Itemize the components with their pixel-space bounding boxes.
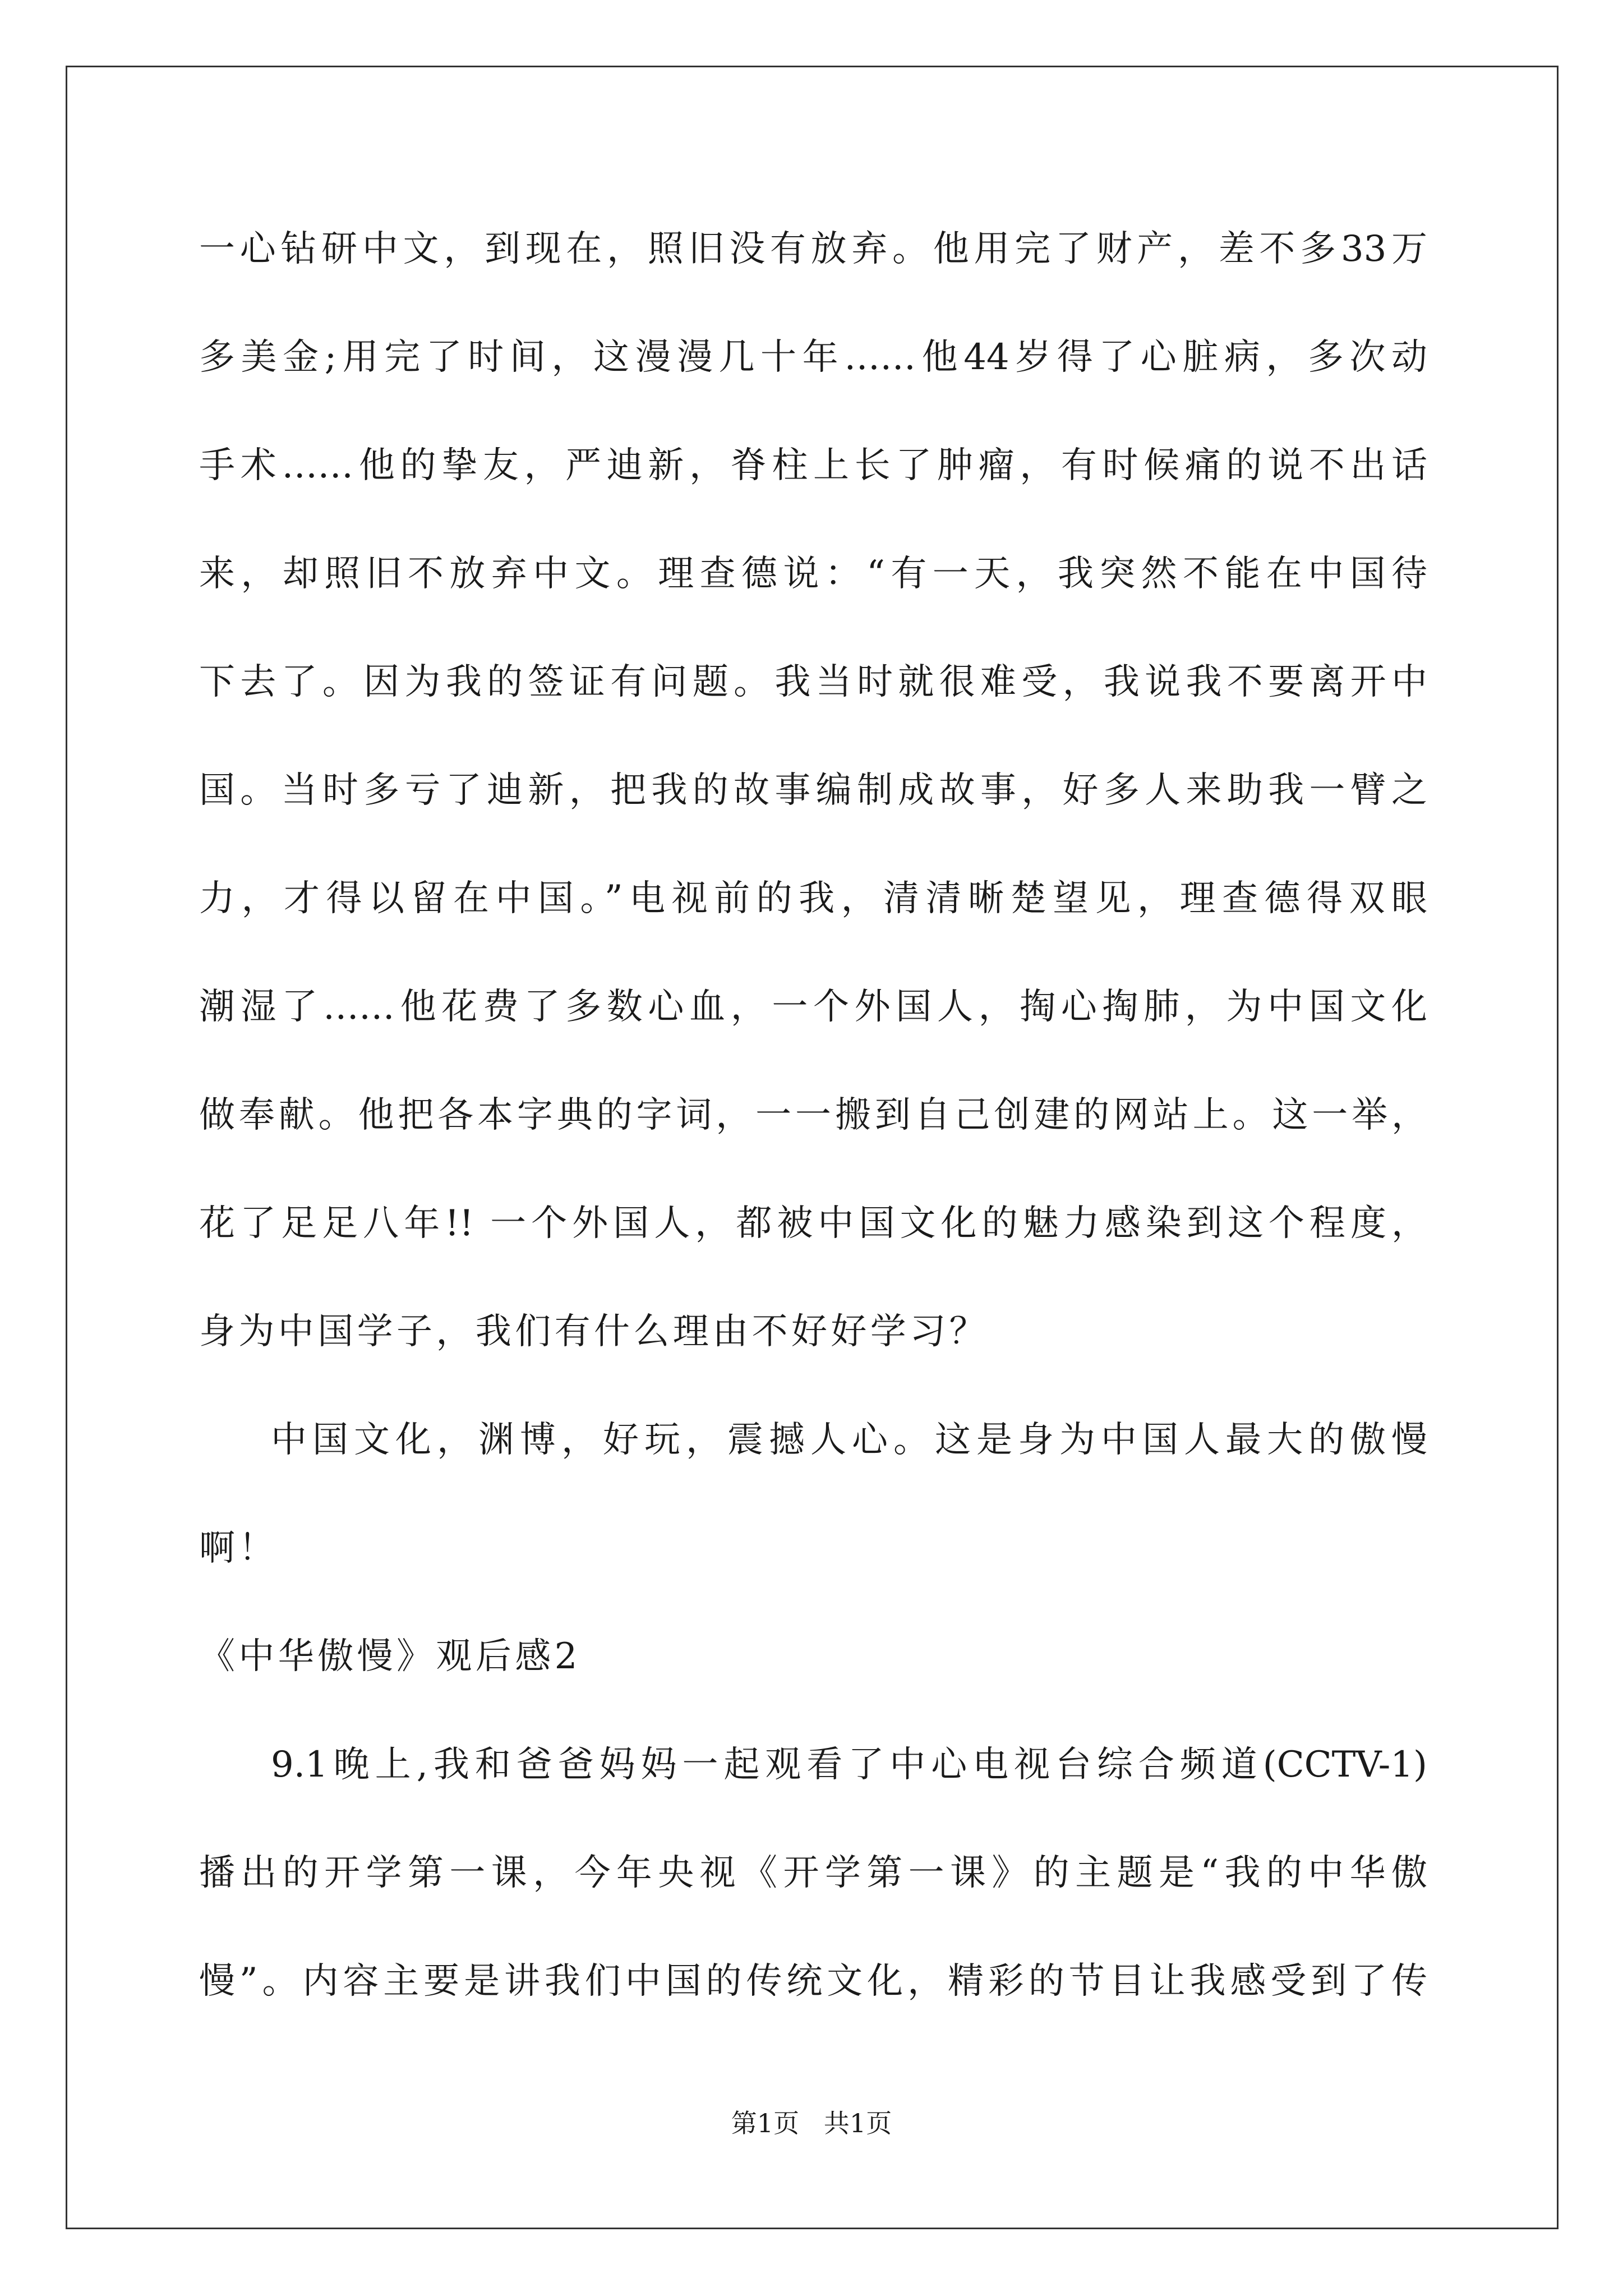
text-line-3: 手术……他的挚友，严迪新，脊柱上长了肿瘤，有时候痛的说不出话 bbox=[199, 445, 1427, 486]
text-line-4: 来，却照旧不放弃中文。理查德说：“有一天，我突然不能在中国待 bbox=[199, 553, 1427, 595]
text-line-6: 国。当时多亏了迪新，把我的故事编制成故事，好多人来助我一臂之 bbox=[199, 770, 1427, 811]
text-line-2: 多美金;用完了时间，这漫漫几十年……他44岁得了心脏病，多次动 bbox=[199, 337, 1427, 378]
document-body bbox=[199, 216, 1427, 2056]
text-line-9: 做奉献。他把各本字典的字词，一一搬到自己创建的网站上。这一举， bbox=[199, 1094, 1427, 1136]
text-line-11: 身为中国学子，我们有什么理由不好好学习？ bbox=[199, 1311, 989, 1352]
text-line-10: 花了足足八年!! 一个外国人，都被中国文化的魅力感染到这个程度， bbox=[199, 1203, 1427, 1244]
text-line-5: 下去了。因为我的签证有问题。我当时就很难受，我说我不要离开中 bbox=[199, 661, 1427, 703]
text-line-17: 慢”。内容主要是讲我们中国的传统文化，精彩的节目让我感受到了传 bbox=[199, 1961, 1427, 2002]
text-line-8: 潮湿了……他花费了多数心血，一个外国人，掏心掏肺，为中国文化 bbox=[199, 986, 1427, 1028]
text-line-13: 啊！ bbox=[199, 1527, 278, 1569]
page-footer: 第1页 共1页 bbox=[731, 2108, 892, 2138]
text-line-7: 力，才得以留在中国。”电视前的我，清清晰楚望见，理查德得双眼 bbox=[199, 878, 1427, 919]
text-line-15: 9.1晚上,我和爸爸妈妈一起观看了中心电视台综合频道(CCTV-1) bbox=[271, 1744, 1427, 1786]
text-line-1: 一心钻研中文，到现在，照旧没有放弃。他用完了财产，差不多33万 bbox=[199, 228, 1427, 270]
text-line-12: 中国文化，渊博，好玩，震撼人心。这是身为中国人最大的傲慢 bbox=[271, 1419, 1427, 1461]
text-line-16: 播出的开学第一课，今年央视《开学第一课》的主题是“我的中华傲 bbox=[199, 1852, 1427, 1894]
section-heading: 《中华傲慢》观后感2 bbox=[199, 1636, 581, 1677]
